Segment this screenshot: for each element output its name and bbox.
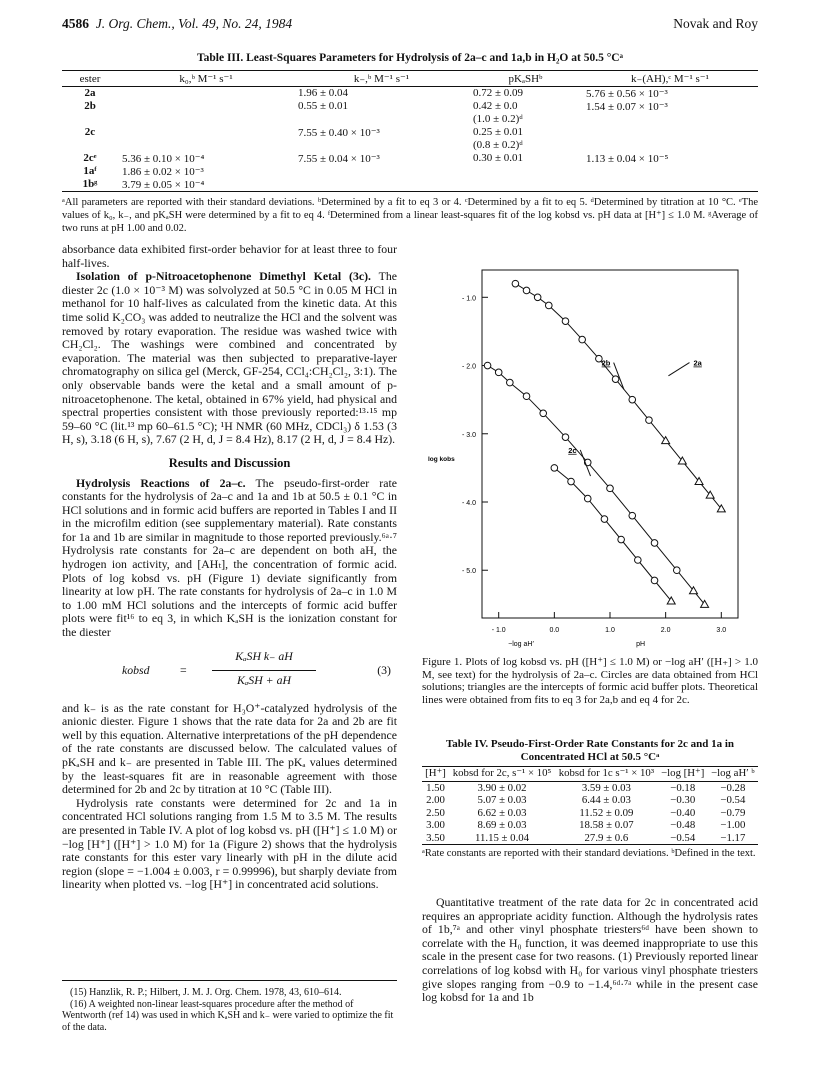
x-tick-label: 1.0 [605,627,615,634]
table-cell: 3.50 [422,832,449,845]
table-cell: 6.44 ± 0.03 [581,794,631,807]
table-cell: 7.55 ± 0.40 × 10⁻³ [298,127,380,139]
table-cell [582,165,758,178]
y-tick-label: - 1.0 [461,295,476,303]
table-row [422,832,758,845]
table-cell: 6.62 ± 0.03 [477,806,527,819]
data-point-circle [651,540,658,547]
journal-citation: J. Org. Chem., Vol. 49, No. 24, 1984 [95,16,293,31]
column-header: [H⁺] [422,767,449,782]
column-header: pKₐSHᵇ [469,71,582,87]
table-cell: 1.13 ± 0.04 × 10⁻⁵ [585,153,669,165]
paragraph-title: Isolation of p-Nitroacetophenone Dimethyl Ketal (3c). [76,269,371,284]
data-point-circle [607,485,614,492]
table4-caption: Table IV. Pseudo-First-Order Rate Constants for 2c and 1a in Concentrated HCl at 50.5 °Cᵃ [445,738,735,763]
table3-caption: Table III. Least-Squares Parameters for Hydrolysis of 2a–c and 1a,b in H₂O at 50.5 °Cᵃ [197,52,623,64]
table-cell: 1.54 ± 0.07 × 10⁻³ [585,101,668,113]
reference: (15) Hanzlik, R. P.; Hilbert, J. M. J. Org. Chem. 1978, 43, 610–614. [70,987,342,998]
table-cell [294,139,469,152]
table-cell: 2a [84,87,96,99]
x-tick-label: 3.0 [716,627,727,634]
column-header: −log aH′ ᵇ [708,767,758,782]
equation-3 [62,646,397,696]
table-cell: 3.59 ± 0.03 [581,781,631,794]
table-row [62,152,758,165]
table-cell: 1.86 ± 0.02 × 10⁻³ [122,166,204,178]
paragraph-title: Hydrolysis Reactions of 2a–c. [76,475,246,490]
table-cell [582,178,758,192]
table-row [62,165,758,178]
table-cell: 11.15 ± 0.04 [449,832,555,845]
figure1-caption: Figure 1. Plots of log kobsd vs. pH ([H⁺] ≤ 1.0 M) or −log aH′ ([H₊] > 1.0 M, see text) for the hydrolysis of 2a–c. Circles are data obtained from HCl solutions; triangles are the intercepts of formic acid buffer plots. Theoretical lines were obtained from fits to eq 3 for 2a,b and eq 4 for 2c. [422,656,758,706]
y-tick-label: - 4.0 [461,500,476,507]
y-tick-label: - 5.0 [461,568,476,576]
table-cell: 0.25 ± 0.01 [472,126,523,138]
curve-label: 2a [693,358,702,368]
equation-numerator: KₐSH k₋ aH [235,648,293,663]
series-line-2b [488,366,705,605]
table-cell: 1aᶠ [83,165,97,177]
y-tick-label: - 2.0 [461,363,476,371]
table-cell: −0.30 [670,794,696,807]
table-cell: 3.79 ± 0.05 × 10⁻⁴ [118,178,294,192]
data-point-circle [507,379,514,386]
figure1-chart [422,262,758,652]
table-cell: 3.90 ± 0.02 [477,781,527,794]
data-point-circle [534,294,541,301]
column-header: ester [62,71,118,87]
table-cell: −0.48 [670,819,696,832]
table-cell [294,113,469,126]
data-point-circle [562,318,569,325]
data-point-circle [646,417,653,424]
table-cell [62,139,118,152]
table-cell: 5.76 ± 0.56 × 10⁻³ [585,88,668,100]
data-point-circle [545,302,552,309]
table-cell [118,126,294,139]
table-cell: 0.72 ± 0.09 [472,87,523,99]
paragraph: absorbance data exhibited first-order behavior for at least three to four half-lives. [62,242,397,270]
data-point-circle [568,478,575,485]
data-point-circle [540,410,547,417]
table-cell: 1bᵍ [62,178,118,192]
table-cell: 5.36 ± 0.10 × 10⁻⁴ [122,153,205,165]
data-point-circle [612,376,619,383]
table-cell [118,100,294,113]
data-point-circle [523,393,530,400]
table-row [422,781,758,794]
column-header: kobsd for 1c s⁻¹ × 10³ [555,767,658,782]
table-cell: 2cᵉ [83,152,97,164]
table-cell: −0.28 [720,781,746,794]
table-cell: 7.55 ± 0.04 × 10⁻³ [298,153,380,165]
section-heading: Results and Discussion [168,455,291,470]
table-cell: 8.69 ± 0.03 [477,819,527,832]
x-tick-label: 0.0 [549,627,560,634]
curve-label: 2b [601,358,611,368]
paragraph: Hydrolysis rate constants were determined for 2c and 1a in concentrated HCl solutions ranging from 1.5 M to 3.5 M. The results are presented in Table IV. A plot of log kobsd vs. pH ([H⁺] ≤ 1.0 M) or −log [H⁺] ([H⁺] > 1.0 M) for 1a (Figure 2) shows that the hydrolysis rate constants for this ester vary linearly with pH in the dilute acid region (slope = −1.004 ± 0.003, r = 0.99996), but sharply deviate from linearity when plotted vs. −log [H⁺] in concentrated acid solutions. [62,795,397,892]
table-cell: (0.8 ± 0.2)ᵈ [472,139,523,151]
table-cell [118,113,294,126]
data-point-circle [562,434,569,441]
table-cell: −0.79 [720,806,746,819]
table-cell: −0.18 [670,781,696,794]
table-cell: (1.0 ± 0.2)ᵈ [472,113,523,125]
curve-label: 2c [568,445,577,455]
table-row [422,819,758,832]
table-cell: 3.00 [426,819,445,832]
table-row [422,807,758,820]
table-cell: 2b [84,100,96,112]
table3-footnote: ᵃAll parameters are reported with their standard deviations. ᵇDetermined by a fit to eq 3 or 4. ᶜDetermined by a fit to eq 5. ᵈDetermined by titration at 10 °C. ᵉThe values of k₀, k₋, and pKₐSH were determined by a fit to eq 4. ᶠDetermined from a linear least-squares fit of the log kobsd vs. pH data at [H⁺] ≤ 1.0 M. ᵍAverage of two runs at pH 1.00 and 0.02. [62,197,758,234]
data-point-circle [629,396,636,403]
data-point-circle [484,362,491,369]
data-point-circle [601,516,608,523]
column-header: −log [H⁺] [658,767,708,782]
table-cell [294,165,469,178]
paragraph: Hydrolysis Reactions of 2a–c. The pseudo-first-order rate constants for the hydrolysis of 2a–c and 1a and 1b at 50.5 ± 0.1 °C in HCl solutions and in formic acid buffers are reported in Tables I and II in the microfilm edition (see supplementary material). Rate constants for 1a and 1b are similar in magnitude to those reported previously.⁶ᵃ·⁷ Hydrolysis rate constants for 2a–c are dependent on both aH, the hydrogen ion activity, and [AHₜ], the concentration of formic acid. Plots of log kobsd vs. pH (Figure 1) deviate significantly from linearity at low pH. The rate constants for hydrolysis of 2a–c in 1.0 M to 1.00 mM HCl solutions and the intercepts of formic acid buffer plots were fit¹⁶ to eq 3, in which KₐSH is the ionization constant for the diester [62,475,397,640]
y-tick-label: - 3.0 [461,431,476,439]
x-tick-label: 2.0 [660,627,671,634]
table-cell [582,126,758,139]
table-cell: 0.30 ± 0.01 [472,152,523,164]
table-cell: 2.50 [426,806,445,819]
table-cell [582,113,758,126]
table-cell: −0.54 [720,794,746,807]
page-number: 4586 [62,16,89,31]
data-point-circle [618,536,625,543]
data-point-circle [651,577,658,584]
equation-equals: = [180,662,187,677]
y-axis-label: log kobs [428,456,455,464]
x-tick-label: - 1.0 [491,627,506,634]
table-cell: −1.00 [720,819,746,832]
references [62,980,397,1033]
data-point-circle [579,336,586,343]
data-point-circle [584,495,591,502]
x-axis-label: pH [636,641,646,648]
equation-number: (3) [377,662,391,677]
column-header: kobsd for 2c, s⁻¹ × 10⁵ [449,767,555,782]
table-cell [582,139,758,152]
page-header [62,16,758,36]
data-point-circle [512,280,519,287]
reference: (16) A weighted non-linear least-squares procedure after the method of Wentworth (ref 14) was used in which KₐSH and k₋ were varied to optimize the fit of the data. [62,998,394,1033]
table-row [422,794,758,807]
column-header: k₋(AH),ᶜ M⁻¹ s⁻¹ [582,71,758,87]
data-point-circle [551,465,558,472]
table-cell [469,178,582,192]
plot-frame [482,270,738,618]
table-cell [118,139,294,152]
table4 [422,766,758,845]
data-point-circle [673,567,680,574]
fraction-bar [212,670,316,671]
paragraph: Isolation of p-Nitroacetophenone Dimethyl Ketal (3c). The diester 2c (1.0 × 10⁻³ M) was solvolyzed at 50.5 °C in 0.05 M HCl in methanol for 10 half-lives as calculated from the kinetic data. At this time solid K₂CO₃ was added to neutralize the HCl and the solvent was removed by rotary evaporation. The residue was washed twice with CH₂Cl₂. The washings were combined and concentrated by evaporation. The material was then subjected to preparative-layer chromatography on silica gel (Merck, GF-254, CCl₄:CH₂Cl₂, 3:1). The only observable bands were the ketal and a small amount of p-nitroacetophenone. The ketal, obtained in 67% yield, had physical and spectral properties consistent with those previously reported:¹³·¹⁵ mp 59–60 °C (lit.¹³ mp 60–61.5 °C); ¹H NMR (60 MHz, CDCl₃) δ 1.53 (3 H, s), 3.18 (6 H, s), 7.67 (2 H, d, J = 8.4 Hz), 8.17 (2 H, d, J = 8.4 Hz). [62,269,397,447]
table-cell: 1.50 [426,781,445,794]
series-line-2a [515,284,721,509]
table-row [62,100,758,113]
table-row [62,87,758,101]
table-cell: 0.55 ± 0.01 [298,100,349,112]
table-cell: −1.17 [708,832,758,845]
x-axis-label: −log aH′ [508,641,534,648]
table-cell [469,165,582,178]
table-cell: −0.40 [670,806,696,819]
data-point-circle [629,512,636,519]
table-cell: 1.96 ± 0.04 [298,87,349,99]
data-point-circle [523,287,530,294]
table-row [62,126,758,139]
table4-footnote: ᵃRate constants are reported with their standard deviations. ᵇDefined in the text. [422,848,756,859]
table-cell [294,178,469,192]
table-row [62,178,758,192]
table-row [62,113,758,126]
column-header: k₀,ᵇ M⁻¹ s⁻¹ [118,71,294,87]
table-cell: 11.52 ± 0.09 [579,806,634,819]
equation-lhs: kobsd [122,662,150,677]
table-cell: −0.54 [658,832,708,845]
paragraph: and k₋ is as the rate constant for H₃O⁺-catalyzed hydrolysis of the anionic diester. Figure 1 shows that the rate data for 2a and 2b are fit well by this equation. Alternative interpretations of the pH dependence of the rate constants are discussed below. The calculated values of pKₐSH and k₋ are presented in Table III. The pKₐ values determined by the least-squares fit are in reasonable agreement with those determined for 2b and 2c by titration at 10 °C (Table III). [62,700,397,797]
authors: Novak and Roy [673,16,758,31]
table-cell [118,87,294,101]
table-cell [62,113,118,126]
table-cell: 18.58 ± 0.07 [579,819,634,832]
table-cell: 27.9 ± 0.6 [555,832,658,845]
column-header: k₋,ᵇ M⁻¹ s⁻¹ [294,71,469,87]
data-point-circle [635,557,642,564]
table-cell: 0.42 ± 0.0 [472,100,518,112]
table-cell: 2.00 [426,794,445,807]
right-column-text: Quantitative treatment of the rate data for 2c in concentrated acid requires an appropriate acidity function. Although the hydrolysis rates of 1b,⁷ᵃ and other vinyl phosphate triesters⁶ᵈ have been shown to correlate with the H₀ function, it was deemed inappropriate to use this scale in the present case for two reasons. (1) Previously reported linear correlations of log kobsd with H₀ for various vinyl phosphate triesters give slopes ranging from −0.9 to −1.4,⁶ᵈ·⁷ᵃ while in the present case log kobsd for 1a and 1b [422,895,758,1005]
table-cell: 2c [84,126,96,138]
table-cell: 5.07 ± 0.03 [477,794,527,807]
equation-denominator: KₐSH + aH [236,672,291,687]
left-column [62,243,397,892]
table-row [62,139,758,152]
data-point-circle [495,369,502,376]
curve-label-arrow [668,363,689,376]
table3 [62,70,758,192]
